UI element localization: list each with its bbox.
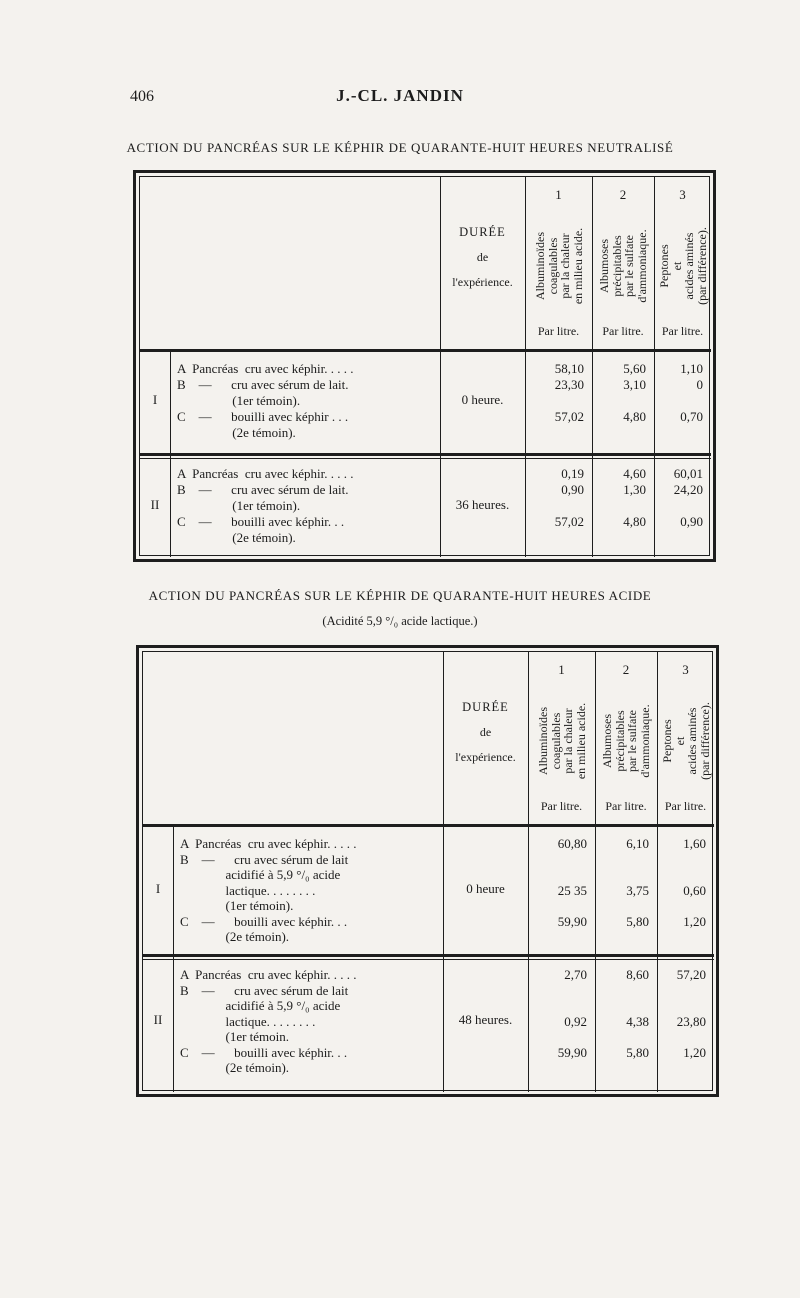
column-rule <box>525 177 526 557</box>
column-header-2 <box>601 676 651 806</box>
column-header-1 <box>537 676 587 806</box>
column-header-line: et <box>669 261 683 271</box>
row-label: acidifié à 5,9 °/₀ acide <box>180 998 341 1013</box>
group-number: I <box>155 881 161 897</box>
column-header-line: (par différence). <box>694 227 708 305</box>
group-number: II <box>153 1012 163 1028</box>
value-cell: 57,02 <box>554 409 584 424</box>
row-label: A Pancréas cru avec képhir. . . . . <box>180 836 357 851</box>
column-header-line: (par différence). <box>697 702 711 780</box>
value-cell: 0,92 <box>564 1013 587 1029</box>
row-label: C — bouilli avec képhir. . . <box>177 514 345 529</box>
table-inner-border <box>139 176 710 556</box>
duration-value: 36 heures. <box>455 497 510 512</box>
row-label: C — bouilli avec képhir . . . <box>177 409 349 424</box>
row-label: (2e témoin). <box>177 425 296 440</box>
column-header-3 <box>661 676 711 806</box>
value-cell: 5,80 <box>626 1044 649 1060</box>
group-rule-thin <box>140 458 711 459</box>
value-cell: 4,60 <box>623 466 646 481</box>
table2-subtitle: (Acidité 5,9 °/₀ acide lactique.) <box>322 614 478 628</box>
column-header-line: par la chaleur <box>557 233 572 299</box>
row-label: C — bouilli avec képhir. . . <box>180 913 348 929</box>
column-header-line: Albumoses <box>597 239 611 293</box>
column-number: 3 <box>682 662 689 677</box>
value-cell: 4,38 <box>626 1013 649 1029</box>
value-cell: 57,02 <box>554 514 584 529</box>
column-header-line: Peptones <box>656 244 671 288</box>
duration-value: 48 heures. <box>458 1012 513 1028</box>
group-number: II <box>150 497 160 512</box>
column-header-line: précipitables <box>609 235 624 297</box>
group-rule <box>143 954 714 957</box>
column-rule <box>592 177 593 557</box>
value-cell: 23,80 <box>676 1013 706 1029</box>
column-rule <box>528 652 529 1092</box>
group-rule-thin <box>143 959 714 960</box>
value-cell: 0 <box>696 377 703 392</box>
value-cell: 2,70 <box>564 967 587 982</box>
value-cell: 1,20 <box>683 913 706 929</box>
running-title: J.-CL. JANDIN <box>336 86 464 105</box>
row-label: (2e témoin). <box>180 929 290 944</box>
column-number: 2 <box>619 187 627 202</box>
row-label: lactique. . . . . . . . <box>180 882 316 898</box>
value-cell: 0,19 <box>561 466 584 481</box>
column-header-line: acides aminés <box>684 707 699 775</box>
value-cell: 60,01 <box>673 466 703 481</box>
value-cell: 5,80 <box>626 913 649 929</box>
table1-title: ACTION DU PANCRÉAS SUR LE KÉPHIR DE QUARANTE-HUIT HEURES NEUTRALISÉ <box>126 140 674 155</box>
value-cell: 0,70 <box>680 409 703 424</box>
duration-value: 0 heure. <box>461 392 504 407</box>
value-cell: 3,75 <box>626 882 649 898</box>
column-header-2 <box>598 201 648 331</box>
column-header-line: d'ammoniaque. <box>634 229 649 303</box>
row-label: lactique. . . . . . . . <box>180 1013 316 1029</box>
row-label: B — cru avec sérum de lait <box>180 851 349 867</box>
unit-label: Par litre. <box>664 799 707 813</box>
unit-label: Par litre. <box>661 324 704 338</box>
header-rule <box>140 349 711 352</box>
row-label: (2e témoin). <box>180 1060 290 1075</box>
duration-header: l'expérience. <box>455 750 516 764</box>
value-cell: 60,80 <box>557 836 587 851</box>
row-label: B — cru avec sérum de lait. <box>177 377 349 392</box>
column-header-line: et <box>672 736 686 746</box>
column-number: 1 <box>555 187 562 202</box>
table2-title: ACTION DU PANCRÉAS SUR LE KÉPHIR DE QUARANTE-HUIT HEURES ACIDE <box>148 588 652 603</box>
row-label: A Pancréas cru avec képhir. . . . . <box>177 466 354 481</box>
table-inner-border <box>142 651 713 1091</box>
column-header-line: par le sulfate <box>622 235 636 297</box>
value-cell: 3,10 <box>623 377 646 392</box>
column-header-line: par le sulfate <box>625 710 639 772</box>
value-cell: 25 35 <box>557 882 587 898</box>
group-rule <box>140 453 711 456</box>
column-number: 3 <box>679 187 686 202</box>
value-cell: 1,30 <box>623 482 646 497</box>
column-header-line: précipitables <box>612 710 627 772</box>
table1 <box>133 170 716 562</box>
value-cell: 4,80 <box>623 409 646 424</box>
value-cell: 59,90 <box>557 913 587 929</box>
value-cell: 58,10 <box>554 361 584 376</box>
value-cell: 0,90 <box>561 482 584 497</box>
duration-value: 0 heure <box>466 881 505 897</box>
duration-header: de <box>476 250 489 264</box>
row-label: (1er témoin). <box>177 498 301 513</box>
row-label: C — bouilli avec képhir. . . <box>180 1044 348 1060</box>
value-cell: 59,90 <box>557 1044 587 1060</box>
header-rule <box>143 824 714 827</box>
value-cell: 8,60 <box>626 967 649 982</box>
value-cell: 1,60 <box>683 836 706 851</box>
unit-label: Par litre. <box>540 799 583 813</box>
column-header-1 <box>534 201 584 331</box>
value-cell: 24,20 <box>673 482 703 497</box>
column-header-line: acides aminés <box>681 232 696 300</box>
value-cell: 6,10 <box>626 836 649 851</box>
column-header-line: Albumoses <box>600 714 614 768</box>
row-label: acidifié à 5,9 °/₀ acide <box>180 867 341 882</box>
column-number: 2 <box>622 662 630 677</box>
value-cell: 0,90 <box>680 514 703 529</box>
column-header-line: en milieu acide. <box>570 227 584 305</box>
column-rule <box>595 652 596 1092</box>
value-cell: 5,60 <box>623 361 646 376</box>
unit-label: Par litre. <box>537 324 580 338</box>
row-label: (1er témoin). <box>177 393 301 408</box>
table2 <box>136 645 719 1097</box>
value-cell: 1,20 <box>683 1044 706 1060</box>
column-header-3 <box>658 201 708 331</box>
value-cell: 57,20 <box>676 967 706 982</box>
row-label: (2e témoin). <box>177 530 296 545</box>
unit-label: Par litre. <box>602 324 644 338</box>
roman-column-rule <box>173 824 174 1092</box>
column-header-line: d'ammoniaque. <box>637 704 652 778</box>
column-header-line: Albuminoïdes <box>532 232 547 300</box>
row-label: B — cru avec sérum de lait. <box>177 482 349 497</box>
duration-header: DURÉE <box>462 700 509 714</box>
value-cell: 4,80 <box>623 514 646 529</box>
row-label: A Pancréas cru avec képhir. . . . . <box>180 967 357 982</box>
value-cell: 23,30 <box>554 377 584 392</box>
group-number: I <box>152 392 158 407</box>
row-label: A Pancréas cru avec képhir. . . . . <box>177 361 354 376</box>
column-header-line: Peptones <box>659 719 674 763</box>
column-header-line: coagulables <box>545 237 559 295</box>
duration-header: de <box>479 725 492 739</box>
value-cell: 1,10 <box>680 361 703 376</box>
column-number: 1 <box>558 662 565 677</box>
column-header-line: par la chaleur <box>560 708 575 774</box>
duration-header: DURÉE <box>459 225 506 239</box>
column-header-line: en milieu acide. <box>573 702 587 780</box>
row-label: B — cru avec sérum de lait <box>180 982 349 998</box>
row-label: (1er témoin. <box>180 1029 290 1044</box>
column-header-line: Albuminoïdes <box>535 707 550 775</box>
duration-header: l'expérience. <box>452 275 513 289</box>
value-cell: 0,60 <box>683 882 706 898</box>
page-number: 406 <box>130 88 154 105</box>
column-header-line: coagulables <box>548 712 562 770</box>
row-label: (1er témoin). <box>180 898 294 913</box>
unit-label: Par litre. <box>605 799 647 813</box>
